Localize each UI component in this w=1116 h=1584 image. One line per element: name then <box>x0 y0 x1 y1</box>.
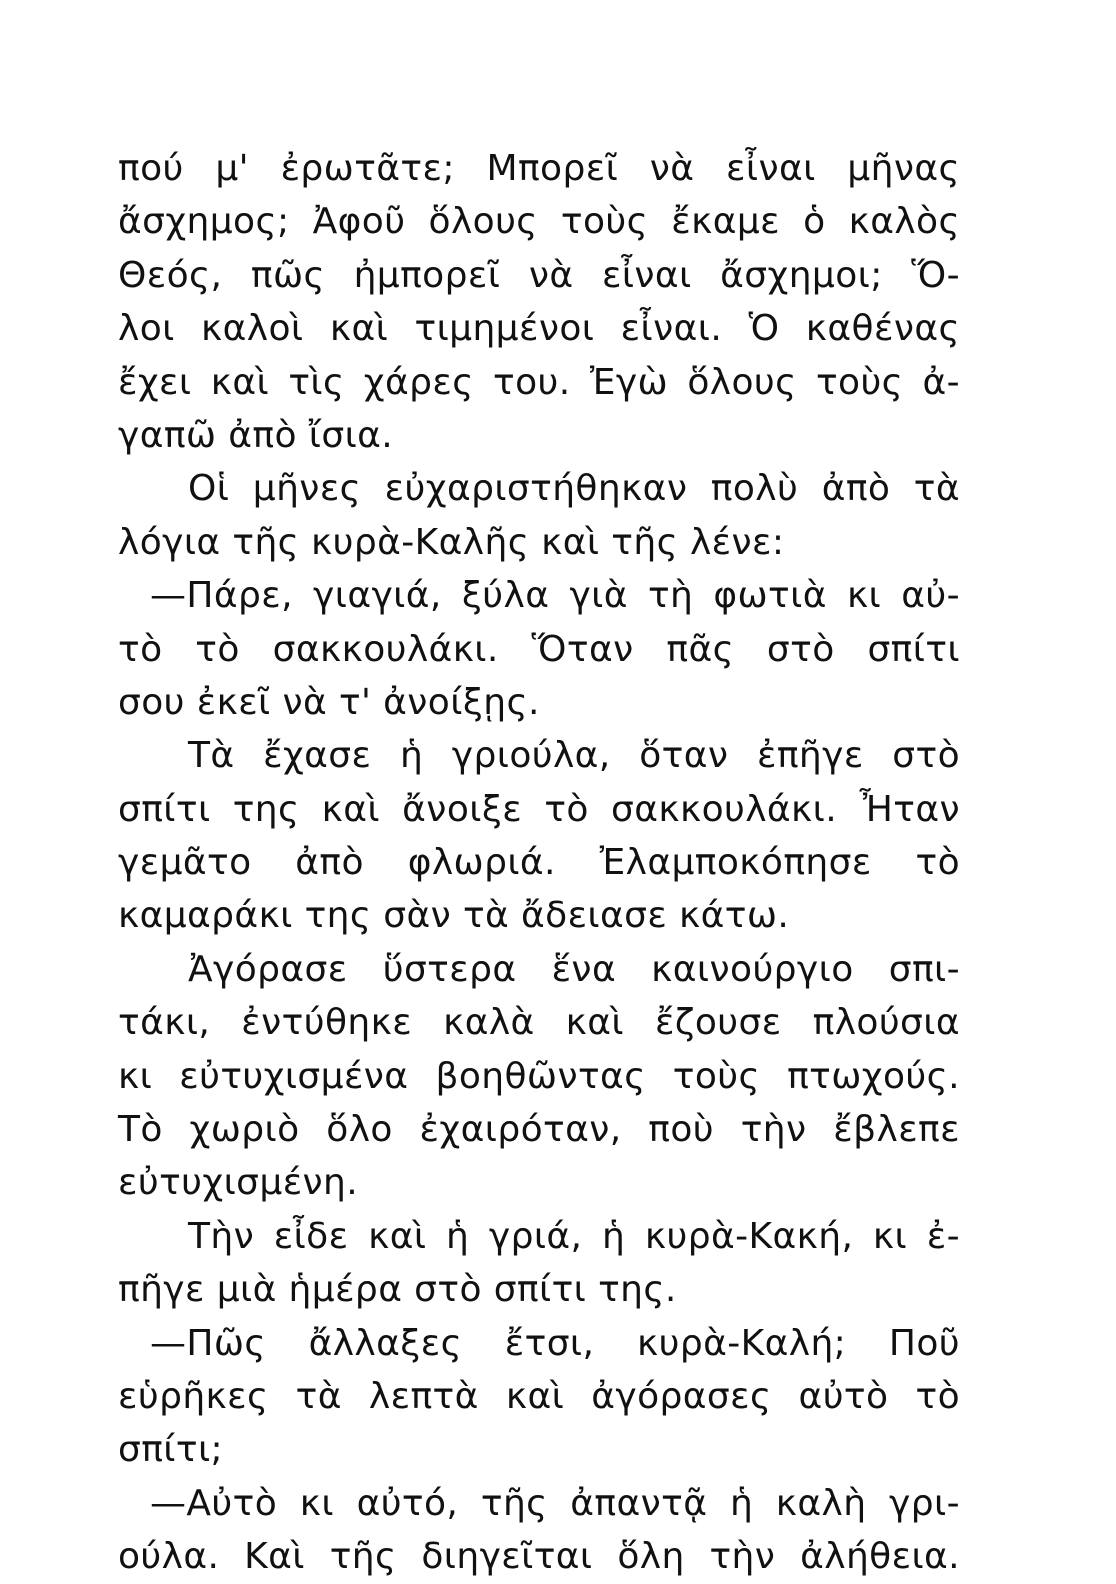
paragraph-start-line: Τὰ ἔχασε ἡ γριούλα, ὅταν ἐπῆγε στὸ <box>188 735 960 777</box>
dialogue-line: —Αὐτὸ κι αὐτό, τῆς ἀπαντᾷ ἡ καλὴ γρι- <box>150 1482 960 1524</box>
text-line: Θεός, πῶς ἠμπορεῖ νὰ εἶναι ἄσχημοι; Ὅ- <box>118 254 960 296</box>
text-line: σου ἐκεῖ νὰ τ' ἀνοίξῃς. <box>118 681 540 723</box>
paragraph-start-line: Ἀγόρασε ὕστερα ἕνα καινούργιο σπι- <box>188 948 960 990</box>
paragraph-start-line: Τὴν εἶδε καὶ ἡ γριά, ἡ κυρὰ-Κακή, κι ἐ- <box>188 1215 960 1257</box>
text-line: γεμᾶτο ἀπὸ φλωριά. Ἐλαμποκόπησε τὸ <box>118 842 960 884</box>
dialogue-line: —Πάρε, γιαγιά, ξύλα γιὰ τὴ φωτιὰ κι αὐ- <box>150 575 960 617</box>
text-line: πού μ' ἐρωτᾶτε; Μπορεῖ νὰ εἶναι μῆνας <box>118 148 960 189</box>
text-line: γαπῶ ἀπὸ ἴσια. <box>118 414 394 456</box>
text-line: εὑρῆκες τὰ λεπτὰ καὶ ἀγόρασες αὐτὸ τὸ <box>118 1375 960 1417</box>
paragraph-start-line: Οἱ μῆνες εὐχαριστήθηκαν πολὺ ἀπὸ τὰ <box>188 468 960 510</box>
text-line: εὐτυχισμένη. <box>118 1162 359 1204</box>
text-line: ἔχει καὶ τὶς χάρες του. Ἐγὼ ὅλους τοὺς ἀ- <box>118 361 960 403</box>
page-text <box>118 142 960 1584</box>
text-line: λοι καλοὶ καὶ τιμημένοι εἶναι. Ὁ καθένας <box>118 308 960 350</box>
text-line: ἄσχημος; Ἀφοῦ ὅλους τοὺς ἔκαμε ὁ καλὸς <box>118 201 960 243</box>
text-line: Τὸ χωριὸ ὅλο ἐχαιρόταν, ποὺ τὴν ἔβλεπε <box>118 1109 960 1151</box>
text-line: σπίτι της καὶ ἄνοιξε τὸ σακκουλάκι. Ἦταν <box>118 788 960 830</box>
text-line: ούλα. Καὶ τῆς διηγεῖται ὅλη τὴν ἀλήθεια. <box>118 1536 960 1578</box>
text-line: σπίτι; <box>118 1429 224 1471</box>
text-line: καμαράκι της σὰν τὰ ἄδειασε κάτω. <box>118 895 790 937</box>
text-line: τάκι, ἐντύθηκε καλὰ καὶ ἔζουσε πλούσια <box>118 1002 960 1044</box>
text-line: πῆγε μιὰ ἡμέρα στὸ σπίτι της. <box>118 1269 677 1311</box>
text-line: λόγια τῆς κυρὰ-Καλῆς καὶ τῆς λένε: <box>118 521 785 563</box>
text-line: τὸ τὸ σακκουλάκι. Ὅταν πᾶς στὸ σπίτι <box>118 628 960 670</box>
dialogue-line: —Πῶς ἄλλαξες ἔτσι, κυρὰ-Καλή; Ποῦ <box>150 1322 960 1364</box>
text-line: κι εὐτυχισμένα βοηθῶντας τοὺς πτωχούς. <box>118 1055 960 1097</box>
